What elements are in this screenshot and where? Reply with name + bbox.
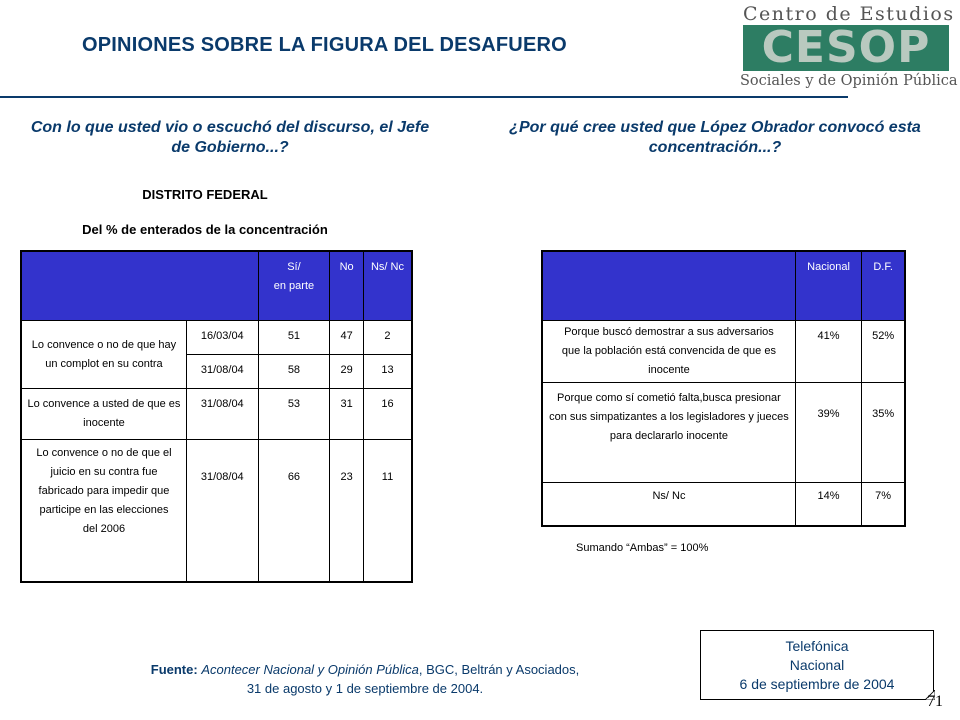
row-date: 31/08/04 <box>186 440 258 583</box>
logo-line-top: Centro de Estudios <box>743 3 955 25</box>
header-df: D.F. <box>862 251 905 321</box>
cell-ns: 2 <box>363 321 412 355</box>
header-si-label: Sí/ <box>287 261 301 273</box>
logo-mark-text: CESOP <box>761 22 931 73</box>
row-label: Porque buscó demostrar a sus adversarios que la población está convencida de que es inocente <box>542 321 795 383</box>
source-citation <box>80 660 650 698</box>
cell-no: 29 <box>330 355 364 389</box>
row-label: Lo convence a usted de que es inocente <box>21 389 186 440</box>
cell-si: 53 <box>258 389 330 440</box>
survey-info-box <box>700 630 934 700</box>
right-table <box>541 250 906 527</box>
logo-line-bottom: Sociales y de Opinión Pública <box>740 73 958 89</box>
header-si <box>258 251 330 321</box>
left-table <box>20 250 413 583</box>
cell-nacional: 39% <box>795 383 861 483</box>
source-date: 31 de agosto y 1 de septiembre de 2004. <box>246 681 484 696</box>
cell-no: 23 <box>330 440 364 583</box>
header-empty-cell <box>21 251 258 321</box>
cell-ns: 16 <box>363 389 412 440</box>
row-label: Ns/ Nc <box>542 483 795 527</box>
row-date: 31/08/04 <box>186 389 258 440</box>
row-date: 16/03/04 <box>186 321 258 355</box>
cell-si: 51 <box>258 321 330 355</box>
header-ns: Ns/ Nc <box>363 251 412 321</box>
sum-note: Sumando “Ambas” = 100% <box>576 542 709 554</box>
page-number: 71 <box>927 693 943 710</box>
cell-df: 35% <box>862 383 905 483</box>
cesop-logo <box>735 0 960 100</box>
region-label: DISTRITO FEDERAL <box>142 187 268 202</box>
logo-mark <box>743 22 949 73</box>
title-divider <box>0 96 848 98</box>
cell-nacional: 41% <box>795 321 861 383</box>
right-question: ¿Por qué cree usted que López Obrador convocó esta concentración...? <box>509 119 921 156</box>
header-empty-cell <box>542 251 795 321</box>
cell-df: 7% <box>862 483 905 527</box>
cell-ns: 13 <box>363 355 412 389</box>
table-header-row <box>542 251 905 321</box>
row-label: Lo convence o no de que el juicio en su contra fue fabricado para impedir que participe en las elecciones del 2006 <box>21 440 186 583</box>
header-si-label-2: en parte <box>273 280 315 292</box>
cell-ns: 11 <box>363 440 412 583</box>
cell-no: 31 <box>330 389 364 440</box>
table-row <box>542 383 905 483</box>
info-date: 6 de septiembre de 2004 <box>739 676 895 692</box>
cell-si: 58 <box>258 355 330 389</box>
left-question: Con lo que usted vio o escuchó del discurso, el Jefe de Gobierno...? <box>30 119 430 156</box>
table-row <box>542 483 905 527</box>
cell-si: 66 <box>258 440 330 583</box>
table-header-row <box>21 251 412 321</box>
table-subtitle: Del % de enterados de la concentración <box>82 222 328 237</box>
cell-no: 47 <box>330 321 364 355</box>
row-label: Porque como sí cometió falta,busca presionar con sus simpatizantes a los legisladores y jueces para declararlo inocente <box>542 383 795 483</box>
info-method: Telefónica <box>785 638 849 654</box>
header-nacional: Nacional <box>795 251 861 321</box>
info-scope: Nacional <box>789 657 845 673</box>
row-label: Lo convence o no de que hay un complot en su contra <box>21 321 186 389</box>
cell-df: 52% <box>862 321 905 383</box>
row-date: 31/08/04 <box>186 355 258 389</box>
source-label: Fuente: <box>150 662 198 677</box>
table-row <box>21 321 412 355</box>
header-no: No <box>330 251 364 321</box>
table-row <box>21 440 412 583</box>
source-rest: , BGC, Beltrán y Asociados, <box>418 662 580 677</box>
table-row <box>21 389 412 440</box>
table-row <box>542 321 905 383</box>
source-title: Acontecer Nacional y Opinión Pública <box>201 662 419 677</box>
cell-nacional: 14% <box>795 483 861 527</box>
page-title: OPINIONES SOBRE LA FIGURA DEL DESAFUERO <box>82 34 567 56</box>
